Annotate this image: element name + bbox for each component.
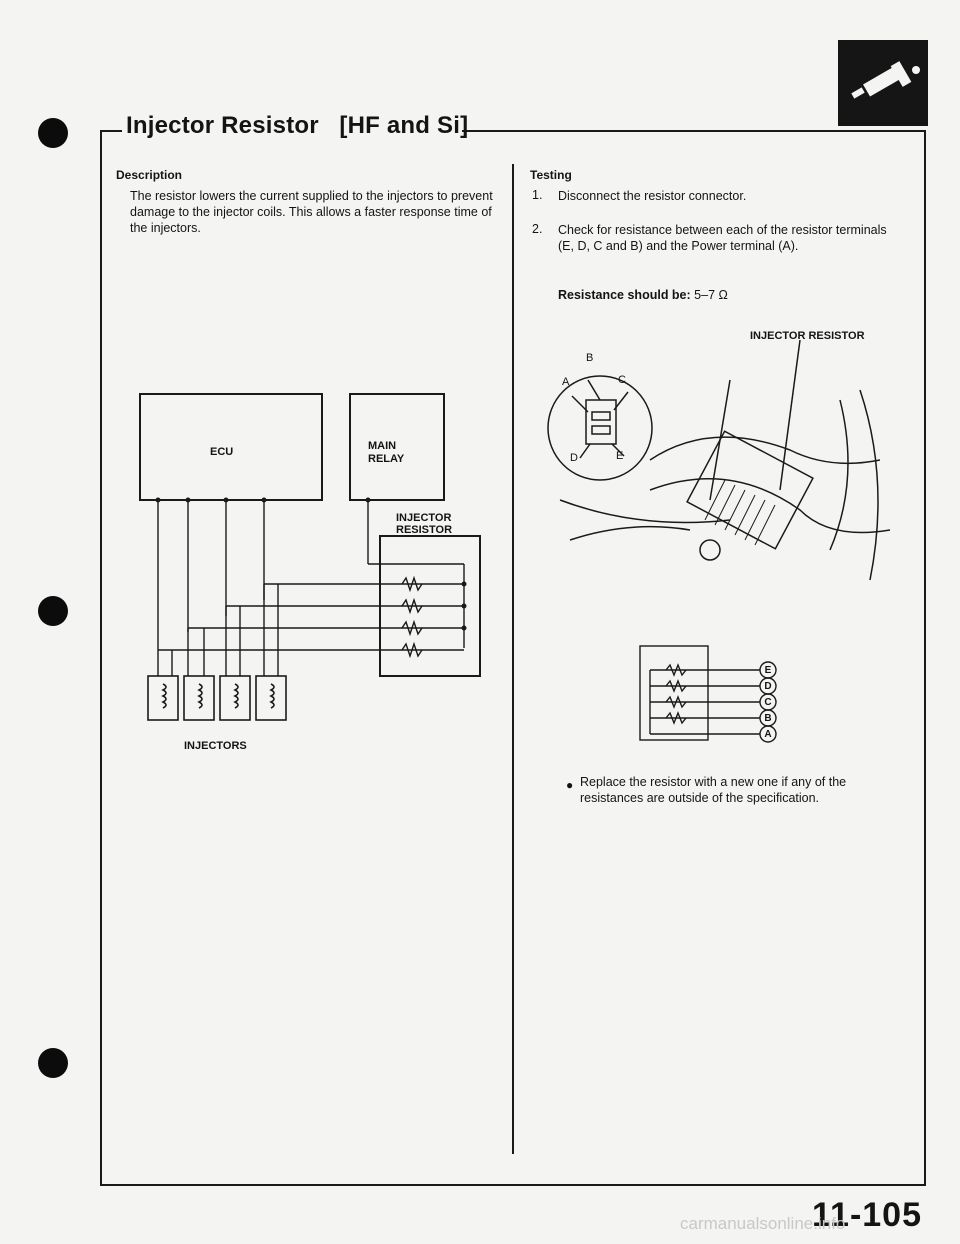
injector-resistor-illustration: [530, 340, 910, 600]
resistance-spec: [558, 288, 728, 302]
step-text: Disconnect the resistor connector.: [558, 189, 747, 203]
main-relay-label-line: MAIN: [368, 440, 397, 452]
binder-hole: [38, 118, 68, 148]
replace-instruction: Replace the resistor with a new one if any of the resistances are outside of the specification.: [580, 775, 847, 805]
spec-label: Resistance should be:: [558, 288, 691, 302]
terminal-letters: [763, 663, 773, 743]
title-text: Injector Resistor: [126, 112, 319, 139]
terminal-label-e: E: [616, 450, 624, 462]
terminal-letter-c: C: [764, 697, 772, 708]
column-divider: [512, 164, 514, 1154]
terminal-letter-e: E: [764, 665, 772, 676]
step-number: 1.: [532, 188, 543, 202]
spec-value: 5–7 Ω: [694, 288, 728, 302]
main-relay-label: [368, 440, 404, 466]
bullet-dot: ●: [566, 778, 574, 792]
step-number: 2.: [532, 222, 543, 236]
description-heading: Description: [116, 168, 183, 182]
binder-hole: [38, 596, 68, 626]
injector-resistor-callout: INJECTOR RESISTOR: [750, 330, 865, 342]
testing-heading: Testing: [530, 168, 572, 182]
terminal-letter-a: A: [764, 729, 772, 740]
injector-resistor-label-line: RESISTOR: [396, 524, 453, 536]
ecu-label: ECU: [210, 446, 234, 458]
terminal-label-b: B: [586, 352, 594, 364]
page-number: 11-105: [812, 1196, 922, 1234]
terminal-letter-b: B: [764, 713, 772, 724]
frame-top-rule: [462, 130, 924, 132]
page-title: [126, 112, 468, 140]
terminal-letter-d: D: [764, 681, 772, 692]
terminal-label-c: C: [618, 374, 626, 386]
main-relay-label-line: RELAY: [368, 453, 405, 465]
title-variant: [HF and Si]: [339, 112, 469, 139]
frame-top-rule: [100, 130, 122, 132]
terminal-label-a: A: [562, 376, 570, 388]
injectors-label: INJECTORS: [184, 740, 247, 752]
injector-resistor-label: [396, 512, 452, 536]
injector-resistor-label-line: INJECTOR: [396, 512, 452, 524]
terminal-label-d: D: [570, 452, 578, 464]
watermark: carmanualsonline.info: [680, 1214, 846, 1233]
step-text: Check for resistance between each of the resistor terminals (E, D, C and B) and the Power terminal (A).: [558, 223, 887, 253]
description-text: The resistor lowers the current supplied to the injectors to prevent damage to the injector coils. This allows a faster response time of the injectors.: [130, 189, 493, 235]
section-tab-injector-icon: [838, 40, 928, 126]
wiring-schematic: [120, 380, 500, 760]
binder-hole: [38, 1048, 68, 1078]
